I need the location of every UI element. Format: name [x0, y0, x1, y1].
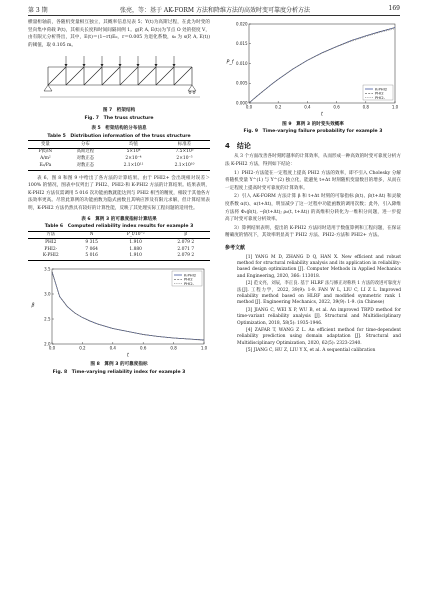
legend-label: PHI2-	[375, 95, 386, 100]
table-cell: A/m²	[40, 156, 51, 162]
table-cell: E₀/Pa	[39, 163, 52, 169]
figure-9	[225, 19, 401, 136]
table-cell: 1.880	[129, 246, 142, 252]
table-cell: PHI2-	[44, 246, 58, 252]
legend-label: K-PHI2	[184, 272, 197, 278]
y-tick-label: 3.0	[44, 291, 51, 297]
references-list	[225, 255, 401, 355]
page-number: 169	[388, 5, 400, 12]
reliability-index-chart	[28, 264, 210, 358]
reference-item: [5] JIANG C, HU Z, LIU Y X, et al. A sequential calibration	[246, 348, 376, 354]
table-row	[28, 156, 210, 163]
table-cell: PHI2	[45, 239, 57, 245]
y-tick-label: 2.0	[44, 341, 51, 347]
x-tick-label: 0.2	[275, 104, 282, 110]
y-tick-label: 0.010	[236, 60, 248, 66]
x-tick-label: 0.2	[79, 345, 86, 351]
page-header-title: 张亮，等：基于 AK-FORM 方法和降维方法的高效时变可靠度分析方法	[120, 7, 310, 14]
table-row	[28, 239, 210, 246]
table-6-caption-cn: 表 6 算例 3 的可靠度指标计算结果	[81, 216, 157, 222]
reference-item: [4] ZAFAR T, WANG Z L. An efficient method for time-dependent reliability prediction using domain adaptation [J]. Structural and Multidisciplinary Optimization, 2020, 62(5): 2323-2340.	[237, 327, 401, 346]
table-header-cell: N	[89, 231, 94, 237]
figure-8-caption-cn: 图 8 算例 3 的可靠度指标	[90, 362, 148, 368]
table-cell: P(t)/N	[38, 149, 53, 155]
figure-7-caption-en: Fig. 7 The truss structure	[84, 115, 154, 121]
x-tick-label: 0.6	[333, 104, 340, 110]
table-cell: 2.1×10¹¹	[123, 163, 144, 169]
figure-9-caption-cn: 图 9 算例 3 的时变失效概率	[282, 121, 344, 127]
conclusion-point-2: 2）引入 AK-FORM 方法计算 β 和 t+Δt 时刻的可靠指标 β(t)、β(t+Δt) 和灵敏度系数 α(t)、α(t+Δt)，明显减少了这一过程中功能函数的调用次数；此外，引入降维方法将 Φ₂(β(t), −β(t+Δt); ρ₀(t, t+Δt)) 的高维积分转化为一维积分问题，进一步提高了时变可靠度分析效率。	[225, 194, 401, 223]
table-header-cell: 方法	[46, 231, 56, 237]
x-axis-label: t	[321, 112, 323, 117]
table-cell: 1.910	[129, 253, 142, 259]
table-header-cell: 标准差	[177, 141, 192, 147]
table-cell: 2×10⁻⁵	[176, 156, 193, 162]
figure-8-caption-en: Fig. 8 Time-varying reliability index for example 3	[52, 370, 186, 376]
legend-label: K-PHI2	[375, 86, 388, 92]
table-6-grid	[28, 231, 210, 261]
table-cell: 7.5×10³	[175, 149, 194, 155]
conclusion-point-1: 1）PHI2-方法能在一定程度上提高 PHI2 方法的效率，即不引入 Cholesky 分解将随机变量 Y^(1) 与 Y^(2) 独立化，能避免 t+Δt 时刻随机变量数目的增多，从而在一定程度上提高时变可靠度的计算效率。	[225, 170, 401, 191]
x-tick-label: 0.6	[140, 345, 147, 351]
reference-item: [3] JIANG C, WEI X P, WU B, et al. An improved TRPD method for time-variant reliability analysis [J]. Structural and Multidisciplinary Optimization, 2018, 58(5): 1935-1946.	[237, 307, 401, 326]
table-cell: 2×10⁻⁴	[125, 156, 142, 162]
legend-label: PHI2	[184, 276, 193, 282]
y-tick-label: 3.5	[44, 266, 51, 272]
table-header-cell: P_f/10⁻²	[126, 231, 145, 237]
figure-9-caption-en: Fig. 9 Time-varying failure probability for example 3	[243, 129, 383, 135]
y-axis-label: β	[31, 303, 35, 309]
table-cell: K-PHI2	[42, 253, 59, 259]
table-row	[28, 163, 210, 170]
figure-7-caption-cn: 图 7 桁架结构	[102, 107, 136, 113]
y-tick-label: 0.020	[236, 21, 248, 27]
figure-8	[28, 264, 210, 377]
table-header-cell: 变量	[40, 141, 50, 147]
legend-label: PHI2	[375, 90, 384, 96]
legend-label: PHI2-	[184, 280, 195, 286]
left-column	[28, 19, 210, 377]
x-tick-label: 0.0	[245, 104, 253, 110]
y-axis-label: P_f	[226, 60, 234, 66]
truss-diagram	[28, 51, 210, 103]
table-cell: 2.1×10¹⁰	[174, 163, 195, 169]
table-6	[28, 216, 210, 261]
table-5-caption-cn: 表 5 桁架结构的分布信息	[91, 126, 147, 132]
x-tick-label: 0.8	[362, 104, 369, 110]
table-cell: 2.079 2	[177, 239, 195, 245]
y-tick-label: 2.5	[44, 316, 51, 322]
x-tick-label: 0.4	[109, 345, 116, 351]
figure-7	[28, 51, 210, 122]
table-header-cell: 分布	[80, 141, 90, 147]
y-tick-label: 0.005	[236, 80, 248, 86]
failure-probability-chart	[225, 19, 401, 117]
table-header-cell: β	[184, 231, 188, 237]
table-cell: 7 064	[85, 246, 98, 252]
references-heading: 参考文献	[225, 244, 246, 251]
table-cell: 9 315	[85, 239, 98, 245]
x-tick-label: 0.4	[304, 104, 311, 110]
right-column	[225, 19, 401, 356]
table-cell: 1.910	[129, 239, 142, 245]
table-cell: 高斯过程	[76, 149, 95, 155]
x-axis-label: t	[127, 353, 129, 358]
table-cell: 2.079 2	[177, 253, 195, 259]
section-title: 4 结论	[225, 141, 251, 150]
header-rule	[28, 15, 400, 16]
table-cell: 对数正态	[76, 156, 95, 162]
table-5-caption-en: Table 5 Distribution information of the truss structure	[47, 133, 191, 139]
reference-item: [2] 范文亮，刘辰，李正良. 基于 HLRF 法与修正对称秩 1 方法的改进可靠度方法[J]. 工程力学，2022, 39(9): 1-9. FAN W L, LIU C, LI Z L. Improved reliability method based on HLRF and modified symmetric rank 1 method [J]. Engineering Mechanics, 2022, 39(9): 1-9. (in Chinese)	[237, 281, 401, 306]
table-5	[28, 125, 210, 170]
table-6-caption-en: Table 6 Computed reliability index results for example 3	[44, 224, 194, 230]
table-cell: 对数正态	[76, 163, 95, 169]
x-tick-label: 0.8	[170, 345, 177, 351]
conclusion-point-3: 3）算例结果表明，提出的 K-PHI2 方法同时适用于数值算例和工程问题，在保证精确度的情况下，其效率明显高于 PHI2 方法、PHI2-方法和 PHI2+ 方法。	[225, 225, 401, 239]
x-tick-label: 1.0	[200, 345, 208, 351]
x-tick-label: 1.0	[391, 104, 399, 110]
table-row	[28, 149, 210, 156]
y-tick-label: 0.000	[236, 100, 248, 106]
conclusion-intro: 从 3 个方面改善各时刻跨越率的计算效率，从而形成一种高效的时变可靠度分析方法 K-PHI2 方法，得到如下结论：	[225, 154, 401, 167]
table-row	[28, 246, 210, 253]
table-cell: 5×10⁴	[126, 149, 141, 155]
table-cell: 2.071 7	[177, 246, 195, 252]
x-tick-label: 0.0	[48, 345, 56, 351]
table-header-cell: 均值	[129, 141, 138, 147]
results-paragraph: 表 6、图 8 和图 9 中给出了各方法的计算结果。由于 PHI2+ 会出现相对误差＞100% 的情况，图表中仅列出了 PHI2、PHI2-和 K-PHI2 方法的计算结果。结果表明，K-PHI2 方法仅需调用 5 016 次功能函数就能达到与 PHI2 相当的精度，相较于其他各方法效率更高。尽管此算例的功能函数为隐式函数且其响应涉及有限元求解，但计算结果表明，K-PHI2 方法仍然具有较好的计算性能，反映了其处理实际工程问题的适用性。	[28, 175, 210, 211]
reference-item: [1] YANG M D, ZHANG D Q, HAN X. New efficient and robust method for structural reliability analysis and its application in reliability-based design optimization [J]. Computer Methods in Applied Mechanics and Engineering, 2020, 366: 113018.	[237, 254, 401, 279]
table-cell: 5 016	[85, 253, 98, 259]
intro-paragraph: 横量桁轴前，各随机变量相互独立，其概率信息见表 5；Y(t)为高斯过程，在此为时变的竖向集中荷载 P(t)，其相关长度和时间间隔同例 1。g(P, A, E(t))为节点 O 处的挠度 V，由有限元分析得出，其中，E(t)＝(1−rt)E₀，r＝0.005 为退化系数，s₀ 为 s(P, A, E(t)) 的阈值，取 0.105 m。	[28, 20, 210, 48]
table-row	[28, 253, 210, 260]
table-5-grid	[28, 140, 210, 170]
page-header-issue: 第 3 期	[28, 7, 48, 14]
y-tick-label: 0.015	[236, 41, 248, 47]
